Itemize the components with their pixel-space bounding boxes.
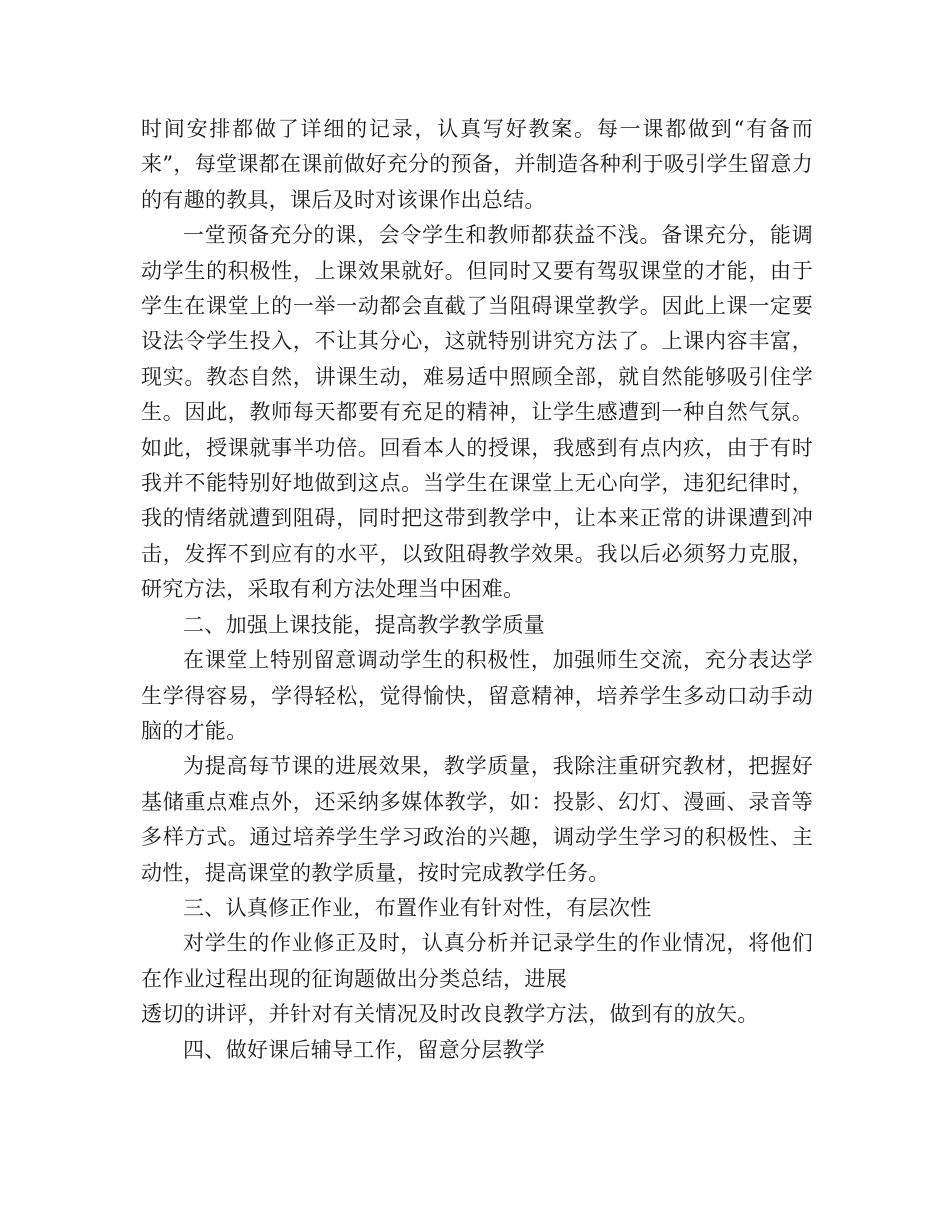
section-heading-4: 四、做好课后辅导工作，留意分层教学 [183, 1037, 546, 1062]
paragraph-homework-review: 透切的讲评，并针对有关情况及时改良教学方法，做到有的放矢。 [141, 1002, 759, 1027]
paragraph-continuation: 时间安排都做了详细的记录，认真写好教案。每一课都做到“有备而来”，每堂课都在课前做好充分的预备，并制造各种利于吸引学生留意力的有趣的教具，课后及时对该课作出总结。 [141, 117, 813, 212]
section-heading-2: 二、加强上课技能，提高教学教学质量 [183, 612, 546, 637]
paragraph-lesson-preparation: 一堂预备充分的课，会令学生和教师都获益不浅。备课充分，能调动学生的积极性，上课效果就好。但同时又要有驾驭课堂的才能，由于学生在课堂上的一举一动都会直截了当阻碍课堂教学。因此上课一定要设法令学生投入，不让其分心，这就特别讲究方法了。上课内容丰富，现实。教态自然，讲课生动，难易适中照顾全部，就自然能够吸引住学生。因此，教师每天都要有充足的精神，让学生感遭到一种自然气氛。如此，授课就事半功倍。回看本人的授课，我感到有点内疚，由于有时我并不能特别好地做到这点。当学生在课堂上无心向学，违犯纪律时，我的情绪就遭到阻碍，同时把这带到教学中，让本来正常的讲课遭到冲击，发挥不到应有的水平，以致阻碍教学效果。我以后必须努力克服，研究方法，采取有利方法处理当中困难。 [141, 223, 813, 602]
paragraph-classroom-engagement: 在课堂上特别留意调动学生的积极性，加强师生交流，充分表达学生学得容易，学得轻松，觉得愉快，留意精神，培养学生多动口动手动脑的才能。 [141, 648, 813, 743]
document-body [141, 112, 813, 1068]
paragraph-teaching-quality: 为提高每节课的进展效果，教学质量，我除注重研究教材，把握好基储重点难点外，还采纳多媒体教学，如：投影、幻灯、漫画、录音等多样方式。通过培养学生学习政治的兴趣，调动学生学习的积极性、主动性，提高课堂的教学质量，按时完成教学任务。 [141, 754, 813, 885]
paragraph-homework-correction: 对学生的作业修正及时，认真分析并记录学生的作业情况，将他们在作业过程出现的征询题做出分类总结，进展 [141, 931, 813, 991]
section-heading-3: 三、认真修正作业，布置作业有针对性，有层次性 [183, 895, 652, 920]
